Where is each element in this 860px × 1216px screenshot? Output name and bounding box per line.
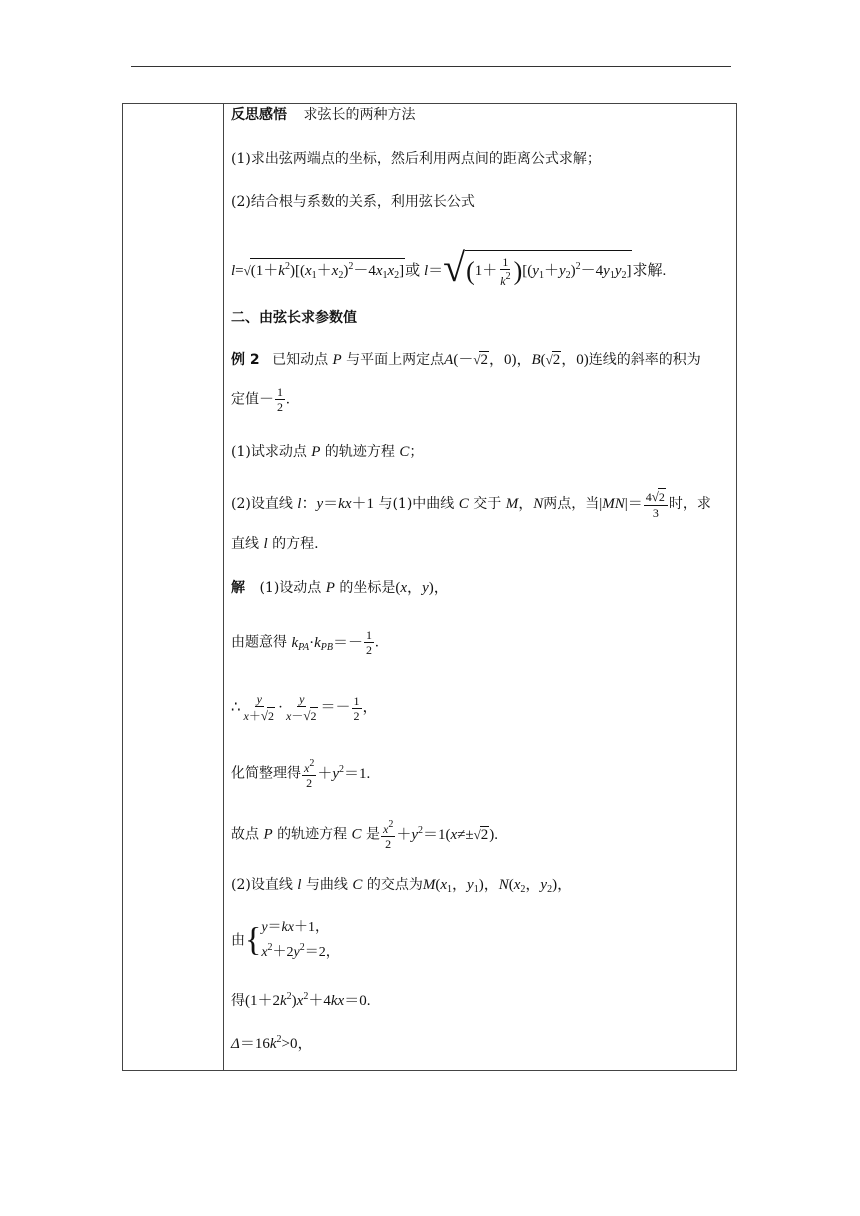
q1-text: (1)试求动点 bbox=[231, 444, 307, 460]
question2-line2: 直线 l 的方程. bbox=[231, 536, 319, 552]
q2-text-b: 与(1)中曲线 bbox=[378, 496, 455, 512]
header-rule bbox=[131, 66, 731, 67]
s5-text-c: 是 bbox=[366, 826, 380, 843]
q2-text-g: 的方程. bbox=[272, 536, 319, 552]
s8-text: 得 bbox=[231, 993, 245, 1009]
s5-text-b: 的轨迹方程 bbox=[277, 826, 348, 843]
formula-end: 求解. bbox=[632, 262, 667, 279]
solution-line7: 由{ y＝kx＋1， $x^2+2y^2=2$， bbox=[231, 920, 340, 960]
s5-text-a: 故点 bbox=[231, 826, 259, 843]
ex2-text-b: 与平面上两定点 bbox=[346, 352, 445, 368]
q2-text-f: 直线 bbox=[231, 536, 259, 552]
ex2-text-d: 定值 bbox=[231, 391, 259, 408]
reflection-text: 求弦长的两种方法 bbox=[303, 107, 416, 123]
example2-line1: 例 2 已知动点 P 与平面上两定点A(－√2，0)，B(√2，0)连线的斜率的积为 bbox=[231, 352, 701, 368]
q2-text-c: 交于 bbox=[473, 496, 502, 512]
reflection-title: 反思感悟 bbox=[231, 107, 287, 123]
solution-label: 解 bbox=[231, 580, 245, 596]
s7-text: 由 bbox=[231, 932, 245, 949]
chord-formula: $l=√(1+k^2)[(x_1+x_2)^2-4x_1x_2]$或 l＝√(1＋ $\frac{1}{k^2}$ )$[(y_1+y_2)^2-4y_1y_2]$求解. bbox=[231, 244, 667, 290]
reflection-line bbox=[231, 106, 415, 124]
solution-line8: 得$(1+2k^2)x^2+4kx=0$. bbox=[231, 991, 371, 1009]
q2-text-e: 时，求 bbox=[668, 496, 711, 512]
solution-line1: 解 (1)设动点 P 的坐标是(x，y)， bbox=[231, 580, 449, 596]
section-heading: 二、由弦长求参数值 bbox=[231, 310, 357, 326]
s6-text-c: 的交点为 bbox=[366, 877, 423, 893]
example-label: 例 2 bbox=[231, 352, 260, 368]
ex2-text-a: 已知动点 bbox=[272, 352, 329, 368]
solution-line3: ∴ $\frac{y}{x+√2}$ · $\frac{y}{x-√2}$ ＝－ $\frac{1}{2}$ ， bbox=[231, 692, 378, 723]
s6-text-a: (2)设直线 bbox=[231, 877, 293, 893]
method-one: (1)求出弦两端点的坐标，然后利用两点间的距离公式求解； bbox=[231, 151, 601, 167]
s1-text: (1)设动点 bbox=[259, 580, 322, 596]
solution-line2: 由题意得 $k_{PA}\cdot k_{PB}=-$ $\frac{1}{2}$ . bbox=[231, 628, 379, 657]
example2-line2: 定值－ $\frac{1}{2}$ . bbox=[231, 385, 290, 414]
q1-text-b: 的轨迹方程 bbox=[324, 444, 395, 460]
s2-text: 由题意得 bbox=[231, 634, 287, 651]
solution-line4: 化简整理得 $\frac{x^2}{2}$ $+y^2=1$. bbox=[231, 758, 371, 790]
s6-text-b: 与曲线 bbox=[305, 877, 348, 893]
q2-text-d: 两点，当 bbox=[543, 496, 600, 512]
q2-text-a: (2)设直线 bbox=[231, 496, 293, 512]
solution-line9: $\Delta=16k^2>0$， bbox=[231, 1034, 313, 1052]
method-two: (2)结合根与系数的关系，利用弦长公式 bbox=[231, 194, 475, 210]
formula-or: 或 bbox=[405, 262, 421, 279]
question1: (1)试求动点 P 的轨迹方程 C； bbox=[231, 444, 424, 460]
column-divider bbox=[223, 103, 224, 1071]
solution-line6: (2)设直线 l 与曲线 C 的交点为$M(x_1$，$y_1$)，$N(x_2$，$y_2$)， bbox=[231, 877, 573, 895]
s1-text-b: 的坐标是 bbox=[339, 580, 396, 596]
solution-line5: 故点 P 的轨迹方程 C 是 $\frac{x^2}{2}$ $+y^2=1(x\ne\pm√2)$. bbox=[231, 819, 499, 851]
ex2-text-c: 连线的斜率的积为 bbox=[588, 352, 701, 368]
question2-line1: (2)设直线 l：y＝kx＋1 与(1)中曲线 C 交于 M，N两点，当|MN|＝ $\frac{4√2}{3}$ 时，求 bbox=[231, 489, 711, 520]
s4-text: 化简整理得 bbox=[231, 765, 301, 782]
